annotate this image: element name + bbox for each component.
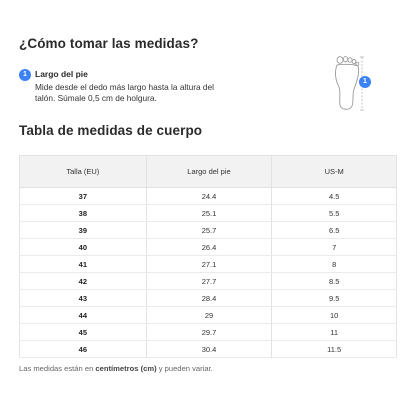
cell-size-eu: 46: [20, 341, 147, 358]
cell-foot-length: 26.4: [146, 239, 272, 256]
table-row: [20, 188, 397, 205]
cell-size-eu: 39: [20, 222, 147, 239]
cell-size-eu: 41: [20, 256, 147, 273]
cell-us-m: 8.5: [272, 273, 397, 290]
size-table: [19, 155, 397, 358]
cell-us-m: 6.5: [272, 222, 397, 239]
table-row: [20, 307, 397, 324]
cell-us-m: 4.5: [272, 188, 397, 205]
cell-foot-length: 30.4: [146, 341, 272, 358]
cell-us-m: 11: [272, 324, 397, 341]
cell-size-eu: 44: [20, 307, 147, 324]
cell-size-eu: 42: [20, 273, 147, 290]
table-row: [20, 341, 397, 358]
table-row: [20, 290, 397, 307]
table-row: [20, 222, 397, 239]
cell-foot-length: 27.1: [146, 256, 272, 273]
column-header-foot-length: Largo del pie: [146, 156, 272, 188]
table-header-row: [20, 156, 397, 188]
cell-size-eu: 37: [20, 188, 147, 205]
cell-us-m: 8: [272, 256, 397, 273]
step-description: Mide desde el dedo más largo hasta la altura del talón. Súmale 0,5 cm de holgura.: [35, 82, 214, 103]
illustration-step-badge: 1: [359, 76, 371, 88]
cell-foot-length: 29: [146, 307, 272, 324]
units-footnote: [19, 364, 213, 373]
table-row: [20, 239, 397, 256]
step-number-badge: 1: [19, 69, 31, 81]
cell-size-eu: 45: [20, 324, 147, 341]
table-row: [20, 205, 397, 222]
footnote-prefix: Las medidas están en: [19, 364, 96, 373]
cell-foot-length: 25.1: [146, 205, 272, 222]
cell-us-m: 7: [272, 239, 397, 256]
footnote-unit: centímetros (cm): [95, 364, 157, 373]
cell-us-m: 10: [272, 307, 397, 324]
column-header-us-m: US-M: [272, 156, 397, 188]
foot-outline-icon: [330, 55, 380, 113]
cell-size-eu: 43: [20, 290, 147, 307]
measure-guide-heading: ¿Cómo tomar las medidas?: [19, 36, 199, 51]
cell-foot-length: 28.4: [146, 290, 272, 307]
step-title: Largo del pie: [35, 69, 88, 79]
footnote-suffix: y pueden variar.: [156, 364, 213, 373]
size-table-body: [20, 188, 397, 358]
table-row: [20, 273, 397, 290]
cell-us-m: 9.5: [272, 290, 397, 307]
cell-foot-length: 29.7: [146, 324, 272, 341]
cell-foot-length: 25.7: [146, 222, 272, 239]
table-row: [20, 324, 397, 341]
cell-size-eu: 40: [20, 239, 147, 256]
cell-us-m: 5.5: [272, 205, 397, 222]
cell-size-eu: 38: [20, 205, 147, 222]
cell-foot-length: 24.4: [146, 188, 272, 205]
size-table-heading: Tabla de medidas de cuerpo: [19, 123, 203, 138]
cell-foot-length: 27.7: [146, 273, 272, 290]
cell-us-m: 11.5: [272, 341, 397, 358]
column-header-size-eu: Talla (EU): [20, 156, 147, 188]
table-row: [20, 256, 397, 273]
foot-illustration: [330, 55, 380, 113]
